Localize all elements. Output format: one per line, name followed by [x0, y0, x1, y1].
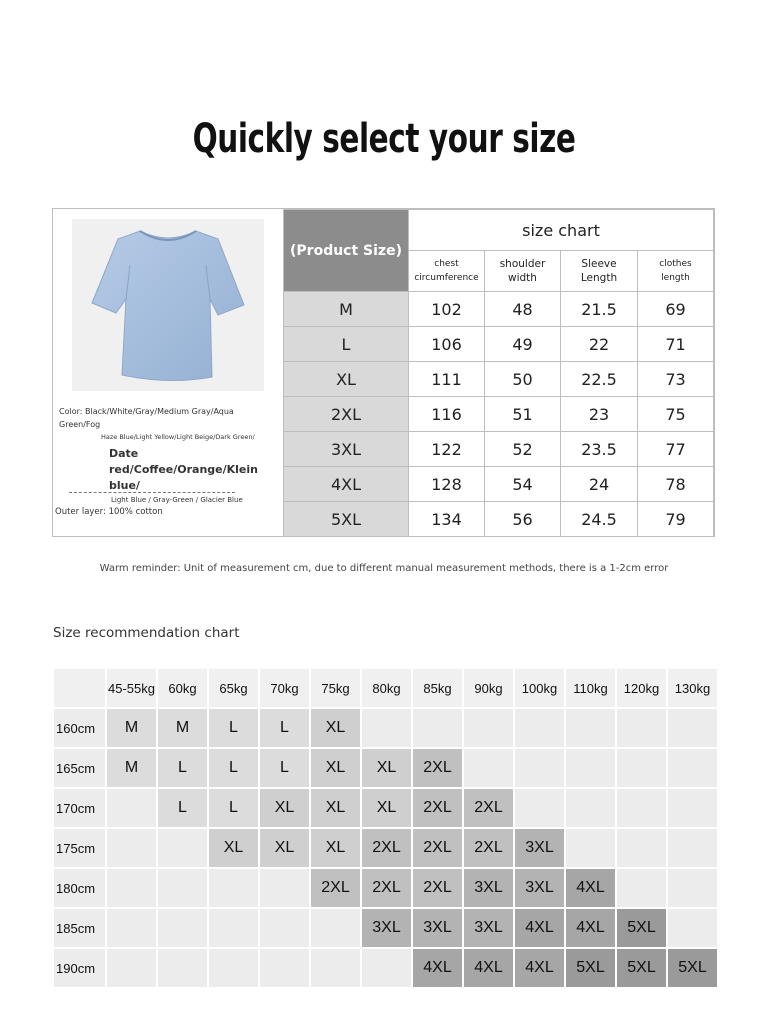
recommended-size-cell: M — [158, 709, 207, 747]
weight-header: 85kg — [413, 669, 462, 707]
recommended-size-cell: 4XL — [515, 909, 564, 947]
weight-header: 75kg — [311, 669, 360, 707]
weight-header: 45-55kg — [107, 669, 156, 707]
size-value: 22 — [561, 327, 638, 362]
recommended-size-cell — [464, 709, 513, 747]
recommended-size-cell: 2XL — [362, 829, 411, 867]
size-value: 21.5 — [561, 292, 638, 327]
recommended-size-cell — [107, 829, 156, 867]
height-row — [54, 709, 717, 747]
size-value: 56 — [485, 502, 561, 537]
recommended-size-cell — [617, 749, 666, 787]
recommended-size-cell: XL — [311, 709, 360, 747]
recommended-size-cell — [617, 709, 666, 747]
size-value: 128 — [409, 467, 485, 502]
size-value: 50 — [485, 362, 561, 397]
size-value: 111 — [409, 362, 485, 397]
recommended-size-cell — [260, 909, 309, 947]
size-row — [284, 362, 714, 397]
height-label: 185cm — [54, 909, 105, 947]
recommended-size-cell — [209, 869, 258, 907]
size-row — [284, 292, 714, 327]
size-value: 79 — [638, 502, 714, 537]
recommended-size-cell: XL — [311, 749, 360, 787]
recommended-size-cell — [668, 909, 717, 947]
size-row — [284, 502, 714, 537]
col-sleeve: Sleeve Length — [561, 251, 638, 292]
size-value: 51 — [485, 397, 561, 432]
size-value: 48 — [485, 292, 561, 327]
recommended-size-cell: M — [107, 709, 156, 747]
divider — [69, 492, 235, 493]
recommended-size-cell — [158, 869, 207, 907]
recommended-size-cell — [566, 749, 615, 787]
recommended-size-cell: 4XL — [515, 949, 564, 987]
size-label: 2XL — [284, 397, 409, 432]
recommended-size-cell: 4XL — [464, 949, 513, 987]
recommended-size-cell: 2XL — [362, 869, 411, 907]
recommended-size-cell: 4XL — [413, 949, 462, 987]
recommended-size-cell: 2XL — [464, 789, 513, 827]
recommendation-table — [52, 667, 719, 989]
recommended-size-cell — [515, 709, 564, 747]
recommended-size-cell — [209, 909, 258, 947]
height-row — [54, 949, 717, 987]
recommended-size-cell: 3XL — [362, 909, 411, 947]
size-value: 116 — [409, 397, 485, 432]
size-value: 23 — [561, 397, 638, 432]
recommended-size-cell — [515, 749, 564, 787]
size-value: 24.5 — [561, 502, 638, 537]
recommended-size-cell — [515, 789, 564, 827]
recommended-size-cell — [311, 909, 360, 947]
recommended-size-cell: 3XL — [515, 869, 564, 907]
size-label: 3XL — [284, 432, 409, 467]
recommended-size-cell — [362, 709, 411, 747]
height-label: 190cm — [54, 949, 105, 987]
recommended-size-cell: 5XL — [617, 949, 666, 987]
recommended-size-cell: XL — [362, 749, 411, 787]
recommended-size-cell — [566, 789, 615, 827]
recommended-size-cell: 5XL — [566, 949, 615, 987]
weight-header: 130kg — [668, 669, 717, 707]
recommended-size-cell — [107, 909, 156, 947]
size-label: L — [284, 327, 409, 362]
recommended-size-cell: XL — [362, 789, 411, 827]
weight-header: 120kg — [617, 669, 666, 707]
recommended-size-cell: L — [209, 709, 258, 747]
size-label: 5XL — [284, 502, 409, 537]
recommended-size-cell: 2XL — [413, 749, 462, 787]
recommended-size-cell — [107, 869, 156, 907]
recommended-size-cell: 2XL — [464, 829, 513, 867]
size-value: 52 — [485, 432, 561, 467]
recommended-size-cell — [566, 829, 615, 867]
recommended-size-cell — [464, 749, 513, 787]
size-label: XL — [284, 362, 409, 397]
recommended-size-cell — [260, 949, 309, 987]
recommended-size-cell: L — [260, 749, 309, 787]
recommended-size-cell: XL — [260, 789, 309, 827]
size-row — [284, 327, 714, 362]
recommended-size-cell — [668, 829, 717, 867]
weight-header-row — [54, 669, 717, 707]
size-value: 54 — [485, 467, 561, 502]
recommended-size-cell: 3XL — [464, 869, 513, 907]
recommended-size-cell: XL — [260, 829, 309, 867]
recommended-size-cell: 2XL — [413, 789, 462, 827]
size-value: 75 — [638, 397, 714, 432]
recommended-size-cell: 2XL — [413, 829, 462, 867]
col-chest: chest circumference — [409, 251, 485, 292]
recommended-size-cell — [158, 909, 207, 947]
size-value: 106 — [409, 327, 485, 362]
recommended-size-cell: 5XL — [668, 949, 717, 987]
recommended-size-cell: XL — [311, 789, 360, 827]
col-length: clothes length — [638, 251, 714, 292]
tshirt-icon — [72, 219, 264, 391]
measurement-reminder: Warm reminder: Unit of measurement cm, due to different manual measurement methods, there is a 1-2cm error — [99, 563, 669, 574]
recommendation-title: Size recommendation chart — [53, 625, 240, 641]
height-label: 170cm — [54, 789, 105, 827]
color-line: Color: Black/White/Gray/Medium Gray/Aqua Green/Fog — [59, 407, 234, 429]
size-value: 134 — [409, 502, 485, 537]
recommended-size-cell — [668, 789, 717, 827]
color-line: Haze Blue/Light Yellow/Light Beige/Dark Green/ — [101, 433, 255, 441]
recommended-size-cell — [158, 949, 207, 987]
weight-header: 110kg — [566, 669, 615, 707]
size-value: 71 — [638, 327, 714, 362]
product-panel — [53, 209, 283, 536]
height-label: 180cm — [54, 869, 105, 907]
color-line: Date red/Coffee/Orange/Klein blue/ — [109, 447, 258, 492]
recommended-size-cell: 2XL — [413, 869, 462, 907]
corner-cell — [54, 669, 105, 707]
recommended-size-cell: 2XL — [311, 869, 360, 907]
recommended-size-cell: L — [209, 749, 258, 787]
recommended-size-cell — [107, 949, 156, 987]
recommended-size-cell — [668, 869, 717, 907]
size-value: 23.5 — [561, 432, 638, 467]
recommended-size-cell — [107, 789, 156, 827]
recommended-size-cell — [617, 869, 666, 907]
size-chart-heading: size chart — [409, 210, 714, 251]
recommended-size-cell: 3XL — [413, 909, 462, 947]
size-value: 78 — [638, 467, 714, 502]
recommended-size-cell — [260, 869, 309, 907]
recommended-size-cell: L — [209, 789, 258, 827]
recommended-size-cell: 3XL — [464, 909, 513, 947]
col-shoulder: shoulder width — [485, 251, 561, 292]
size-label: 4XL — [284, 467, 409, 502]
size-row — [284, 397, 714, 432]
height-label: 165cm — [54, 749, 105, 787]
weight-header: 65kg — [209, 669, 258, 707]
size-value: 22.5 — [561, 362, 638, 397]
weight-header: 90kg — [464, 669, 513, 707]
recommended-size-cell: XL — [311, 829, 360, 867]
product-size-header: (Product Size) — [284, 210, 409, 292]
color-line: Light Blue / Gray-Green / Glacier Blue — [111, 496, 243, 504]
size-value: 73 — [638, 362, 714, 397]
weight-header: 80kg — [362, 669, 411, 707]
height-label: 160cm — [54, 709, 105, 747]
recommended-size-cell: L — [158, 789, 207, 827]
recommended-size-cell: M — [107, 749, 156, 787]
size-value: 122 — [409, 432, 485, 467]
recommended-size-cell — [413, 709, 462, 747]
recommended-size-cell: XL — [209, 829, 258, 867]
recommended-size-cell: 4XL — [566, 869, 615, 907]
recommendation-grid — [54, 669, 717, 987]
recommended-size-cell — [617, 829, 666, 867]
material-text: Outer layer: 100% cotton — [55, 507, 163, 517]
recommended-size-cell: 4XL — [566, 909, 615, 947]
weight-header: 60kg — [158, 669, 207, 707]
recommended-size-cell — [209, 949, 258, 987]
height-row — [54, 909, 717, 947]
size-chart-block — [52, 208, 715, 537]
recommended-size-cell — [311, 949, 360, 987]
height-row — [54, 829, 717, 867]
recommended-size-cell — [362, 949, 411, 987]
height-row — [54, 869, 717, 907]
size-row — [284, 467, 714, 502]
weight-header: 70kg — [260, 669, 309, 707]
recommended-size-cell — [158, 829, 207, 867]
size-value: 24 — [561, 467, 638, 502]
product-image — [72, 219, 264, 391]
size-row — [284, 432, 714, 467]
size-label: M — [284, 292, 409, 327]
height-label: 175cm — [54, 829, 105, 867]
size-value: 77 — [638, 432, 714, 467]
size-table — [283, 209, 714, 537]
recommended-size-cell: L — [158, 749, 207, 787]
size-value: 69 — [638, 292, 714, 327]
weight-header: 100kg — [515, 669, 564, 707]
height-row — [54, 749, 717, 787]
recommended-size-cell — [566, 709, 615, 747]
recommended-size-cell: 5XL — [617, 909, 666, 947]
height-row — [54, 789, 717, 827]
recommended-size-cell: 3XL — [515, 829, 564, 867]
page-title: Quickly select your size — [192, 116, 576, 162]
recommended-size-cell: L — [260, 709, 309, 747]
size-value: 102 — [409, 292, 485, 327]
recommended-size-cell — [668, 749, 717, 787]
recommended-size-cell — [617, 789, 666, 827]
recommended-size-cell — [668, 709, 717, 747]
size-value: 49 — [485, 327, 561, 362]
